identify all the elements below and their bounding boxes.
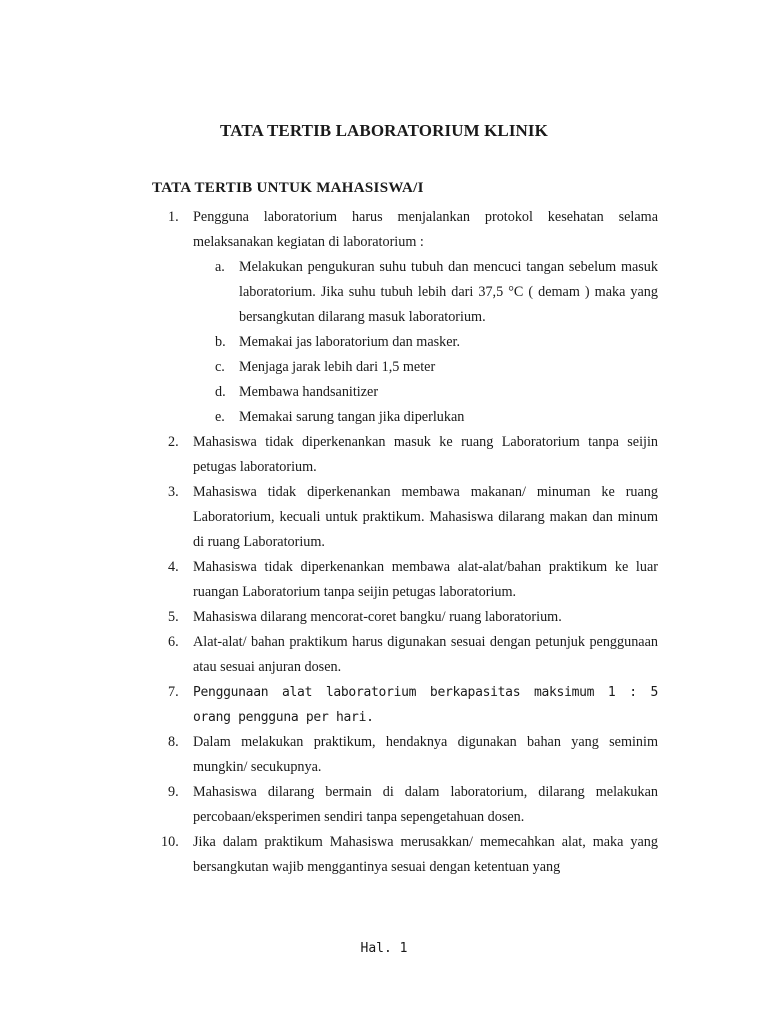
rule-text: Penggunaan alat laboratorium berkapasitas maksimum 1 : 5 orang pengguna per hari. (193, 685, 658, 725)
rule-number: 2. (168, 434, 179, 450)
rule-item (152, 780, 658, 830)
rule-text: Mahasiswa dilarang mencorat-coret bangku/ ruang laboratorium. (193, 609, 562, 625)
subitem (193, 255, 658, 330)
subitem-text: Membawa handsanitizer (239, 384, 379, 400)
rule-item (152, 630, 658, 680)
rule-item (152, 830, 658, 880)
rule-number: 5. (168, 609, 179, 625)
page-number: Hal. 1 (360, 941, 408, 956)
rule-text: Dalam melakukan praktikum, hendaknya digunakan bahan yang seminim mungkin/ secukupnya. (193, 734, 658, 775)
subitem-text: Menjaga jarak lebih dari 1,5 meter (239, 359, 436, 375)
subitem-letter: e. (215, 409, 225, 425)
subitem-letter: a. (215, 259, 225, 275)
rule-item (152, 680, 658, 730)
subitem (193, 330, 658, 355)
subitem-letter: d. (215, 384, 226, 400)
rule-item (152, 480, 658, 555)
subitem-list (193, 255, 658, 430)
rule-text: Mahasiswa tidak diperkenankan membawa alat-alat/bahan praktikum ke luar ruangan Laboratorium tanpa seijin petugas laboratorium. (193, 559, 658, 600)
subitem (193, 380, 658, 405)
rule-text: Mahasiswa dilarang bermain di dalam laboratorium, dilarang melakukan percobaan/eksperimen sendiri tanpa sepengetahuan dosen. (193, 784, 658, 825)
rule-number: 4. (168, 559, 179, 575)
rule-number: 7. (168, 684, 179, 700)
rule-number: 8. (168, 734, 179, 750)
subitem-text: Melakukan pengukuran suhu tubuh dan mencuci tangan sebelum masuk laboratorium. Jika suhu tubuh lebih dari 37,5 °C ( demam ) maka yang bersangkutan dilarang masuk laboratorium. (239, 259, 658, 325)
subitem (193, 405, 658, 430)
subitem-letter: c. (215, 359, 225, 375)
rule-text: Pengguna laboratorium harus menjalankan protokol kesehatan selama melaksanakan kegiatan di laboratorium : (193, 209, 658, 250)
section-heading: TATA TERTIB UNTUK MAHASISWA/I (152, 180, 424, 196)
subitem-text: Memakai jas laboratorium dan masker. (239, 334, 461, 350)
rule-item (152, 430, 658, 480)
rule-item (152, 555, 658, 605)
rule-number: 1. (168, 209, 179, 225)
rule-item (152, 205, 658, 430)
rule-number: 6. (168, 634, 179, 650)
rule-number: 9. (168, 784, 179, 800)
rule-text: Mahasiswa tidak diperkenankan masuk ke ruang Laboratorium tanpa seijin petugas laboratorium. (193, 434, 658, 475)
subitem-text: Memakai sarung tangan jika diperlukan (239, 409, 465, 425)
rule-number: 3. (168, 484, 179, 500)
subitem-letter: b. (215, 334, 226, 350)
rule-item (152, 605, 658, 630)
rule-number: 10. (161, 834, 179, 850)
rule-text: Alat-alat/ bahan praktikum harus digunakan sesuai dengan petunjuk penggunaan atau sesuai anjuran dosen. (193, 634, 658, 675)
rule-item (152, 730, 658, 780)
rule-text: Jika dalam praktikum Mahasiswa merusakkan/ memecahkan alat, maka yang bersangkutan wajib menggantinya sesuai dengan ketentuan yang (193, 834, 658, 875)
subitem (193, 355, 658, 380)
rules-list (152, 205, 658, 880)
document-title: TATA TERTIB LABORATORIUM KLINIK (220, 121, 548, 140)
rule-text: Mahasiswa tidak diperkenankan membawa makanan/ minuman ke ruang Laboratorium, kecuali untuk praktikum. Mahasiswa dilarang makan dan minum di ruang Laboratorium. (193, 484, 658, 550)
